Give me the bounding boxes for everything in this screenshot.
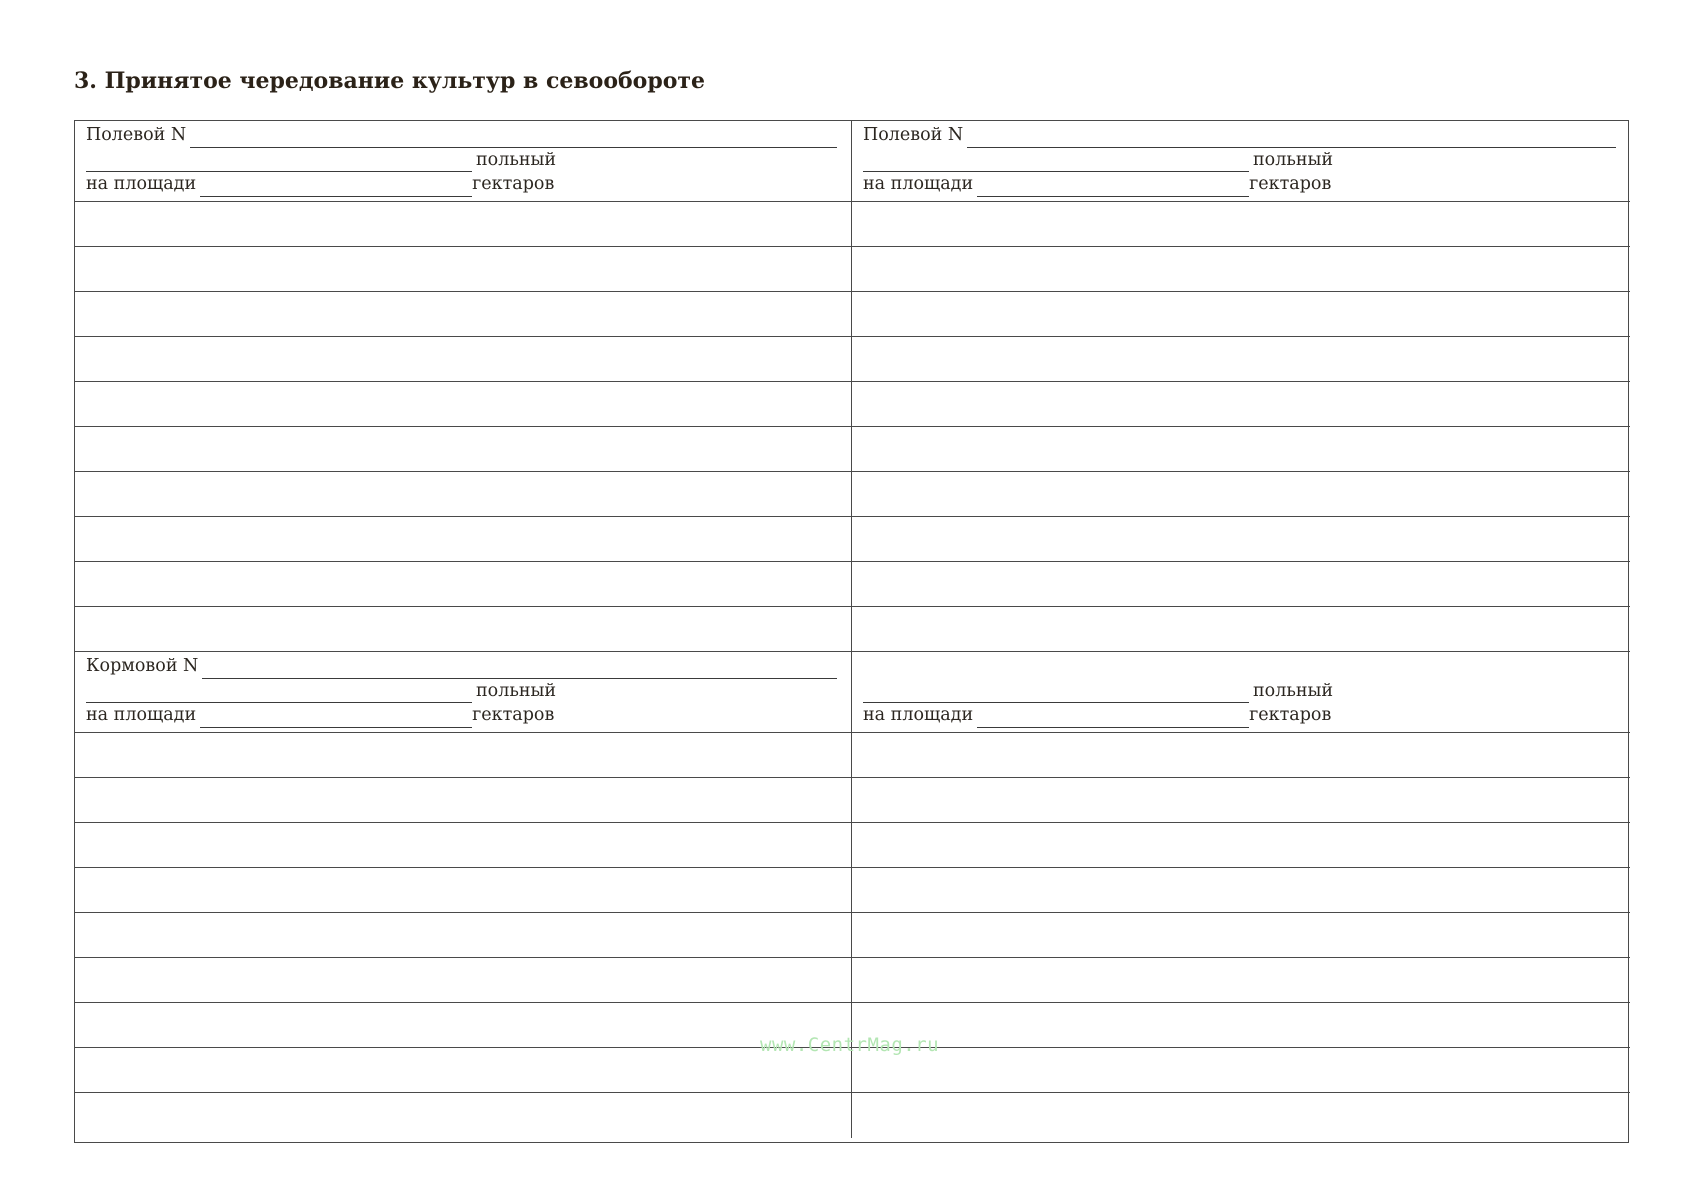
watermark: www.CentrMag.ru [760,1034,940,1056]
blank-row-cell[interactable] [75,202,852,247]
blank-row-cell[interactable] [75,382,852,427]
blank-row-cell[interactable] [852,868,1630,913]
area-input[interactable] [977,179,1249,197]
field-number-input[interactable] [190,130,837,148]
block-label: Полевой N [863,125,964,145]
blank-row-cell[interactable] [852,1003,1630,1048]
blank-row-cell[interactable] [75,1093,852,1138]
rotation-name-input[interactable] [863,685,1249,703]
blank-row-cell[interactable] [852,733,1630,778]
area-prefix: на площади [863,705,974,725]
blank-row-cell[interactable] [75,1003,852,1048]
blank-row-cell[interactable] [852,823,1630,868]
blank-row-cell[interactable] [852,382,1630,427]
page-title: 3. Принятое чередование культур в севообороте [74,68,706,94]
blank-row-cell[interactable] [75,733,852,778]
area-suffix: гектаров [1249,705,1332,725]
area-prefix: на площади [86,174,197,194]
blank-row-cell[interactable] [75,778,852,823]
area-input[interactable] [200,710,472,728]
blank-row-cell[interactable] [75,823,852,868]
blank-row-cell[interactable] [75,868,852,913]
area-suffix: гектаров [472,174,555,194]
blank-row-cell[interactable] [852,337,1630,382]
area-prefix: на площади [86,705,197,725]
suffix-label: польный [1253,680,1334,701]
blank-row-cell[interactable] [852,472,1630,517]
blank-row-cell[interactable] [75,247,852,292]
blank-row-cell[interactable] [852,427,1630,472]
area-suffix: гектаров [472,705,555,725]
blank-row-cell[interactable] [75,913,852,958]
suffix-label: польный [476,149,557,170]
rotation-name-input[interactable] [86,154,472,172]
area-input[interactable] [977,710,1249,728]
block-header-top-right [852,121,1630,202]
blank-row-cell[interactable] [852,1093,1630,1138]
blank-row-cell[interactable] [852,562,1630,607]
blank-row-cell[interactable] [75,427,852,472]
area-suffix: гектаров [1249,174,1332,194]
blank-row-cell[interactable] [75,517,852,562]
blank-row-cell[interactable] [852,958,1630,1003]
area-prefix: на площади [863,174,974,194]
block-header-top-left [75,121,852,202]
blank-row-cell[interactable] [75,337,852,382]
block-label: Полевой N [86,125,187,145]
blank-row-cell[interactable] [852,913,1630,958]
blank-row-cell[interactable] [852,292,1630,337]
blank-row-cell[interactable] [852,1048,1630,1093]
block-header-bottom-left [75,652,852,733]
blank-row-cell[interactable] [75,1048,852,1093]
rotation-name-input[interactable] [863,154,1249,172]
blank-row-cell[interactable] [852,517,1630,562]
blank-row-cell[interactable] [75,292,852,337]
blank-row-cell[interactable] [75,472,852,517]
rotation-name-input[interactable] [86,685,472,703]
block-label: Кормовой N [86,656,199,676]
suffix-label: польный [1253,149,1334,170]
blank-row-cell[interactable] [852,247,1630,292]
field-number-input[interactable] [967,130,1616,148]
blank-row-cell[interactable] [852,778,1630,823]
blank-row-cell[interactable] [852,202,1630,247]
area-input[interactable] [200,179,472,197]
blank-row-cell[interactable] [75,562,852,607]
blank-row-cell[interactable] [75,958,852,1003]
block-header-bottom-right [852,652,1630,733]
blank-row-cell[interactable] [75,607,852,652]
blank-row-cell[interactable] [852,607,1630,652]
field-number-input[interactable] [202,661,837,679]
suffix-label: польный [476,680,557,701]
crop-rotation-table [74,120,1629,1143]
